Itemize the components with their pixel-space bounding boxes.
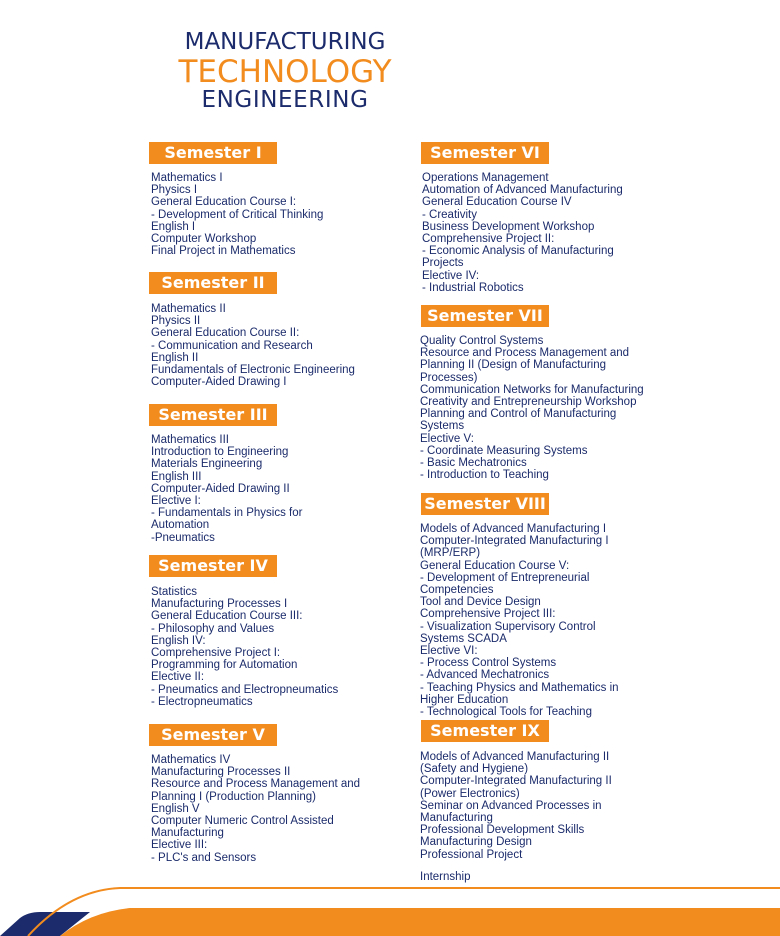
course-item: Mathematics III [151,434,229,446]
footer-orange-band [60,908,780,936]
course-item: - Fundamentals in Physics for [151,507,303,520]
course-item: Planning and Control of Manufacturing [420,408,617,421]
course-item: General Education Course IV [422,196,572,209]
course-item: - Electropneumatics [151,695,253,708]
internship-label: Internship [420,871,471,883]
semester-3-header: Semester III [149,404,277,426]
course-item: (Power Electronics) [420,787,520,800]
course-item: Resource and Process Management and [151,778,361,791]
course-item: Elective I: [151,495,201,508]
course-item: - Advanced Mechatronics [420,669,550,682]
course-item: Systems SCADA [420,632,507,645]
course-item: Seminar on Advanced Processes in [420,799,602,812]
course-item: Mathematics IV [151,754,231,766]
course-item: Computer-Aided Drawing II [151,482,290,495]
course-item: Creativity and Entrepreneurship Workshop [420,396,637,409]
course-item: Programming for Automation [151,659,298,672]
course-item: Mathematics I [151,172,223,184]
course-item: - Teaching Physics and Mathematics in [420,681,619,694]
course-item: Manufacturing Processes I [151,598,288,611]
course-item: - Industrial Robotics [422,281,524,294]
course-item: - Process Control Systems [420,657,557,670]
course-item: -Pneumatics [151,531,215,544]
course-item: Automation of Advanced Manufacturing [422,184,623,197]
title-line-1: MANUFACTURING [184,29,386,55]
course-item: - Development of Entrepreneurial [420,571,590,584]
semester-7-header: Semester VII [421,305,549,327]
course-item: General Education Course II: [151,327,300,340]
course-item: (Safety and Hygiene) [420,763,529,776]
course-item: - Coordinate Measuring Systems [420,444,588,457]
course-item: English III [151,470,202,483]
course-item: Elective VI: [420,645,478,658]
course-item: Computer Numeric Control Assisted [151,815,334,828]
course-item: Comprehensive Project II: [422,233,555,246]
course-item: Mathematics II [151,303,226,315]
semester-9-header: Semester IX [421,720,549,742]
semester-4-header: Semester IV [149,555,277,577]
course-item: Comprehensive Project III: [420,608,556,621]
course-item: Physics I [151,184,198,197]
course-item: Professional Project [420,848,523,861]
course-item: - Communication and Research [151,339,313,352]
course-item: Automation [151,519,210,532]
course-item: - Visualization Supervisory Control [420,620,596,633]
course-item: Introduction to Engineering [151,446,289,459]
course-item: General Education Course V: [420,559,570,572]
course-item: Physics II [151,315,201,328]
course-item: - Introduction to Teaching [420,469,549,482]
course-item: Computer-Integrated Manufacturing I [420,535,609,548]
course-item: Elective III: [151,839,208,852]
course-item: Projects [422,257,464,270]
course-item: Models of Advanced Manufacturing I [420,523,607,535]
course-item: Manufacturing [151,827,224,840]
semester-1-header: Semester I [149,142,277,164]
semester-5-header: Semester V [149,724,277,746]
course-item: (MRP/ERP) [420,547,481,560]
course-item: - PLC's and Sensors [151,851,257,864]
course-item: Resource and Process Management and [420,347,630,360]
course-item: - Development of Critical Thinking [151,208,324,221]
course-item: Elective IV: [422,269,480,282]
course-item: Manufacturing [420,812,493,825]
course-item: - Creativity [422,208,477,221]
course-item: English I [151,220,196,233]
course-item: Elective II: [151,671,205,684]
course-item: Communication Networks for Manufacturing [420,383,644,396]
course-item: English V [151,802,200,815]
course-item: - Philosophy and Values [151,622,275,635]
course-item: General Education Course III: [151,610,303,623]
course-item: Computer Workshop [151,233,257,246]
course-item: Business Development Workshop [422,220,595,233]
course-item: Planning II (Design of Manufacturing [420,359,607,372]
semester-2-header: Semester II [149,272,277,294]
course-item: Tool and Device Design [420,596,541,609]
course-item: General Education Course I: [151,196,297,209]
course-item: Elective V: [420,432,474,445]
course-item: Higher Education [420,693,509,706]
course-item: Fundamentals of Electronic Engineering [151,364,355,377]
course-item: Statistics [151,586,198,598]
course-item: Computer-Integrated Manufacturing II [420,775,612,788]
title-line-2: TECHNOLOGY [178,54,392,90]
semester-8-header: Semester VIII [421,493,549,515]
course-item: Planning I (Production Planning) [151,790,316,803]
course-item: - Economic Analysis of Manufacturing [422,245,614,258]
course-item: Systems [420,420,465,433]
course-item: - Basic Mechatronics [420,457,527,470]
semester-6-header: Semester VI [421,142,549,164]
course-item: Processes) [420,371,478,384]
course-item: - Pneumatics and Electropneumatics [151,683,339,696]
course-item: Manufacturing Design [420,836,532,849]
course-item: Models of Advanced Manufacturing II [420,751,610,763]
course-item: English II [151,351,199,364]
course-item: Computer-Aided Drawing I [151,376,287,389]
course-item: Competencies [420,584,494,597]
course-item: Comprehensive Project I: [151,647,281,660]
course-item: Quality Control Systems [420,335,544,347]
course-item: Final Project in Mathematics [151,245,296,258]
course-item: English IV: [151,634,206,647]
course-item: Materials Engineering [151,458,263,471]
course-item: Professional Development Skills [420,824,585,837]
course-item: Operations Management [422,172,549,184]
title-line-3: ENGINEERING [201,87,369,113]
course-item: - Technological Tools for Teaching [420,706,592,719]
course-item: Manufacturing Processes II [151,766,291,779]
